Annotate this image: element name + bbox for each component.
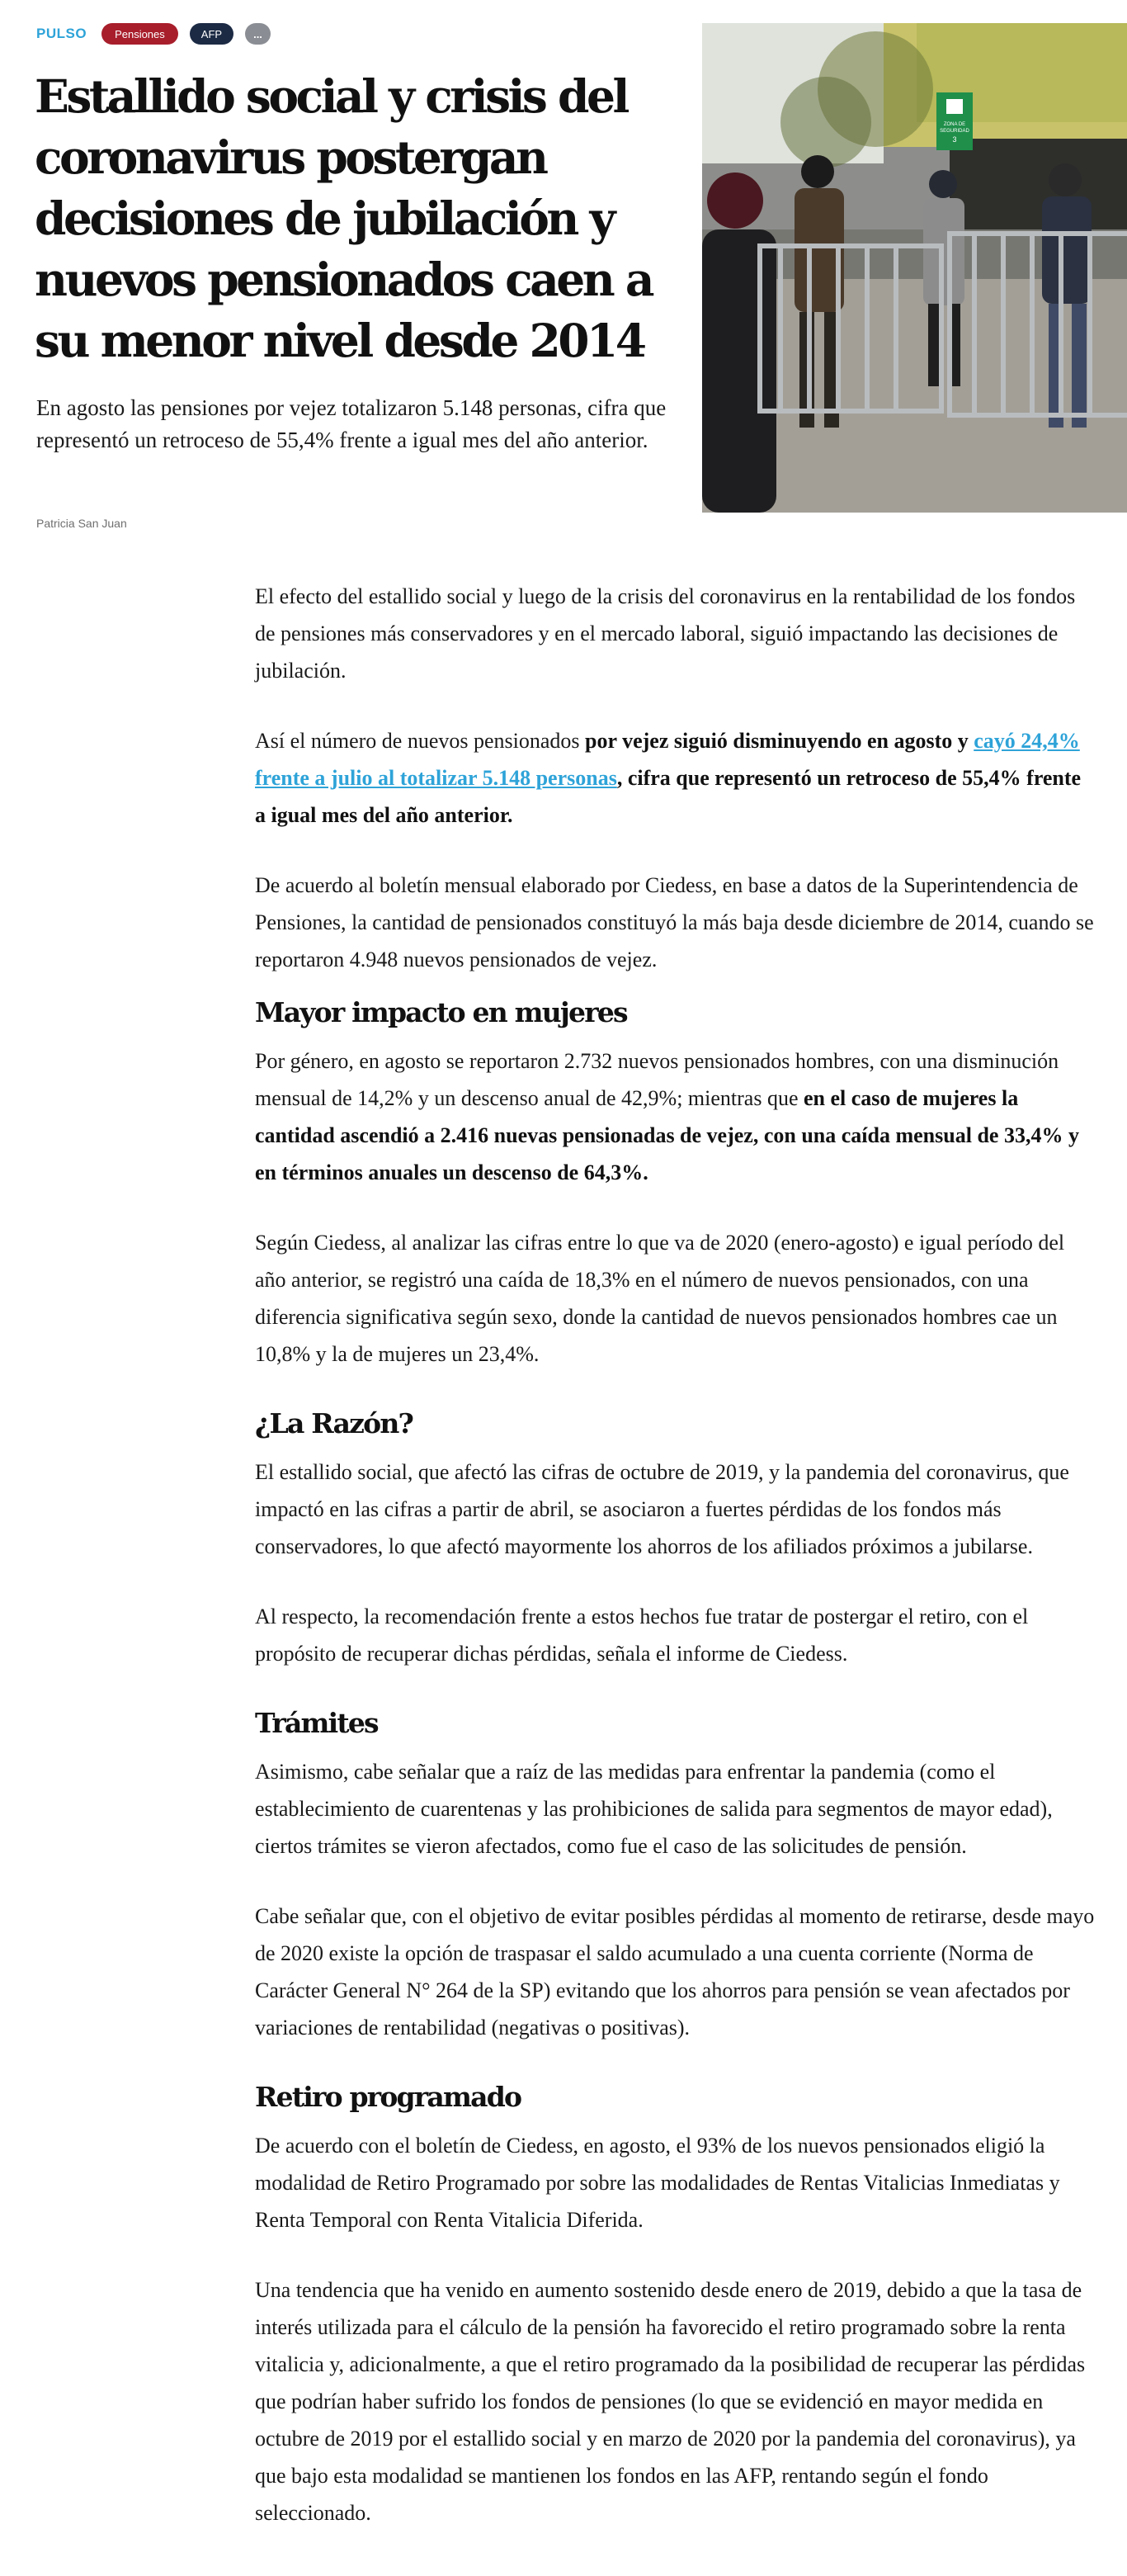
- tag-pensiones[interactable]: Pensiones: [101, 23, 178, 45]
- sign-line-3: 3: [952, 135, 957, 144]
- paragraph: Según Ciedess, al analizar las cifras entre lo que va de 2020 (enero-agosto) e igual período del año anterior, se registró una caída de 18,3% en el número de nuevos pensionados, con una diferencia significativa según sexo, donde la cantidad de nuevos pensionados hombres cae un 10,8% y la de mujeres un 23,4%.: [255, 1231, 1065, 1366]
- sign-line-2: SEGURIDAD: [940, 129, 969, 134]
- sign-line-1: ZONA DE: [943, 122, 966, 127]
- paragraph: De acuerdo con el boletín de Ciedess, en agosto, el 93% de los nuevos pensionados eligió la modalidad de Retiro Programado por sobre las modalidades de Rentas Vitalicias Inmediatas y Renta Temporal con Renta Vitalicia Diferida.: [255, 2134, 1060, 2232]
- paragraph: Cabe señalar que, con el objetivo de evitar posibles pérdidas al momento de retirarse, desde mayo de 2020 existe la opción de traspasar el saldo acumulado a una cuenta corriente (Norma de Carácter General N° 264 de la SP) evitando que los ahorros para pensión se vean afectados por variaciones de rentabilidad (negativas o positivas).: [255, 1904, 1095, 2040]
- section-tag-bar: [36, 23, 271, 45]
- paragraph-text: Por género, en agosto se reportaron 2.732 nuevos pensionados hombres, con una disminución mensual de 14,2% y un descenso anual de 42,9%; mientras que: [255, 1049, 1059, 1110]
- more-tags-button[interactable]: ...: [245, 23, 271, 45]
- paragraph: Al respecto, la recomendación frente a estos hechos fue tratar de postergar el retiro, con el propósito de recuperar dichas pérdidas, señala el informe de Ciedess.: [255, 1605, 1029, 1666]
- paragraph-emphasis: , cifra que representó un retroceso de 55,4% frente a igual mes del año anterior.: [255, 766, 1082, 827]
- article-headline: Estallido social y crisis del coronavirus postergan decisiones de jubilación y nuevos pensionados caen a su menor nivel desde 2014: [35, 69, 652, 367]
- section-heading: ¿La Razón?: [255, 1407, 413, 1439]
- paragraph: El efecto del estallido social y luego de la crisis del coronavirus en la rentabilidad de los fondos de pensiones más conservadores y en el mercado laboral, siguió impactando las decisiones de jubilación.: [255, 584, 1076, 683]
- section-link-pulso[interactable]: PULSO: [36, 26, 87, 41]
- hero-photo-illustration: [702, 23, 1127, 513]
- paragraph: Asimismo, cabe señalar que a raíz de las medidas para enfrentar la pandemia (como el establecimiento de cuarentenas y las prohibiciones de salida para segmentos de mayor edad), ciertos trámites se vieron afectados, como fue el caso de las solicitudes de pensión.: [255, 1760, 1053, 1858]
- inline-link[interactable]: cayó 24,4% frente a julio al totalizar 5.148 personas: [255, 729, 1080, 790]
- tag-afp[interactable]: AFP: [190, 23, 233, 45]
- section-heading: Trámites: [255, 1707, 378, 1739]
- paragraph: [255, 1042, 1096, 1191]
- section-heading: Retiro programado: [255, 2081, 521, 2113]
- paragraph-text: Así el número de nuevos pensionados: [255, 729, 586, 753]
- paragraph: De acuerdo al boletín mensual elaborado por Ciedess, en base a datos de la Superintendencia de Pensiones, la cantidad de pensionados constituyó la más baja desde diciembre de 2014, cuando se reportaron 4.948 nuevos pensionados de vejez.: [255, 873, 1094, 971]
- paragraph: [255, 722, 1096, 834]
- section-heading: Mayor impacto en mujeres: [255, 996, 627, 1028]
- paragraph-emphasis: por vejez siguió disminuyendo en agosto y: [585, 729, 974, 753]
- author-link[interactable]: Patricia San Juan: [36, 517, 127, 530]
- article-header: [0, 0, 1127, 553]
- article-lead: En agosto las pensiones por vejez totalizaron 5.148 personas, cifra que representó un retroceso de 55,4% frente a igual mes del año anterior.: [36, 395, 667, 452]
- security-zone-sign: [936, 92, 973, 150]
- paragraph-emphasis: en el caso de mujeres la cantidad ascendió a 2.416 nuevas pensionadas de vejez, con una caída mensual de 33,4% y en términos anuales un descenso de 64,3%.: [255, 1086, 1079, 1184]
- paragraph: Una tendencia que ha venido en aumento sostenido desde enero de 2019, debido a que la tasa de interés utilizada para el cálculo de la pensión ha favorecido el retiro programado sobre la renta vitalicia y, adicionalmente, a que el retiro programado da la posibilidad de recuperar las pérdidas que podrían haber sufrido los fondos de pensiones (lo que se evidenció en mayor medida en octubre de 2019 por el estallido social y en marzo de 2020 por la pandemia del coronavirus), ya que bajo esta modalidad se mantienen los fondos en las AFP, rentando según el fondo seleccionado.: [255, 2278, 1086, 2525]
- paragraph: El estallido social, que afectó las cifras de octubre de 2019, y la pandemia del coronavirus, que impactó en las cifras a partir de abril, se asociaron a fuertes pérdidas de los fondos más conservadores, lo que afectó mayormente los ahorros de los afiliados próximos a jubilarse.: [255, 1460, 1069, 1558]
- article-body: [255, 578, 1096, 2564]
- hero-photo: [702, 23, 1127, 513]
